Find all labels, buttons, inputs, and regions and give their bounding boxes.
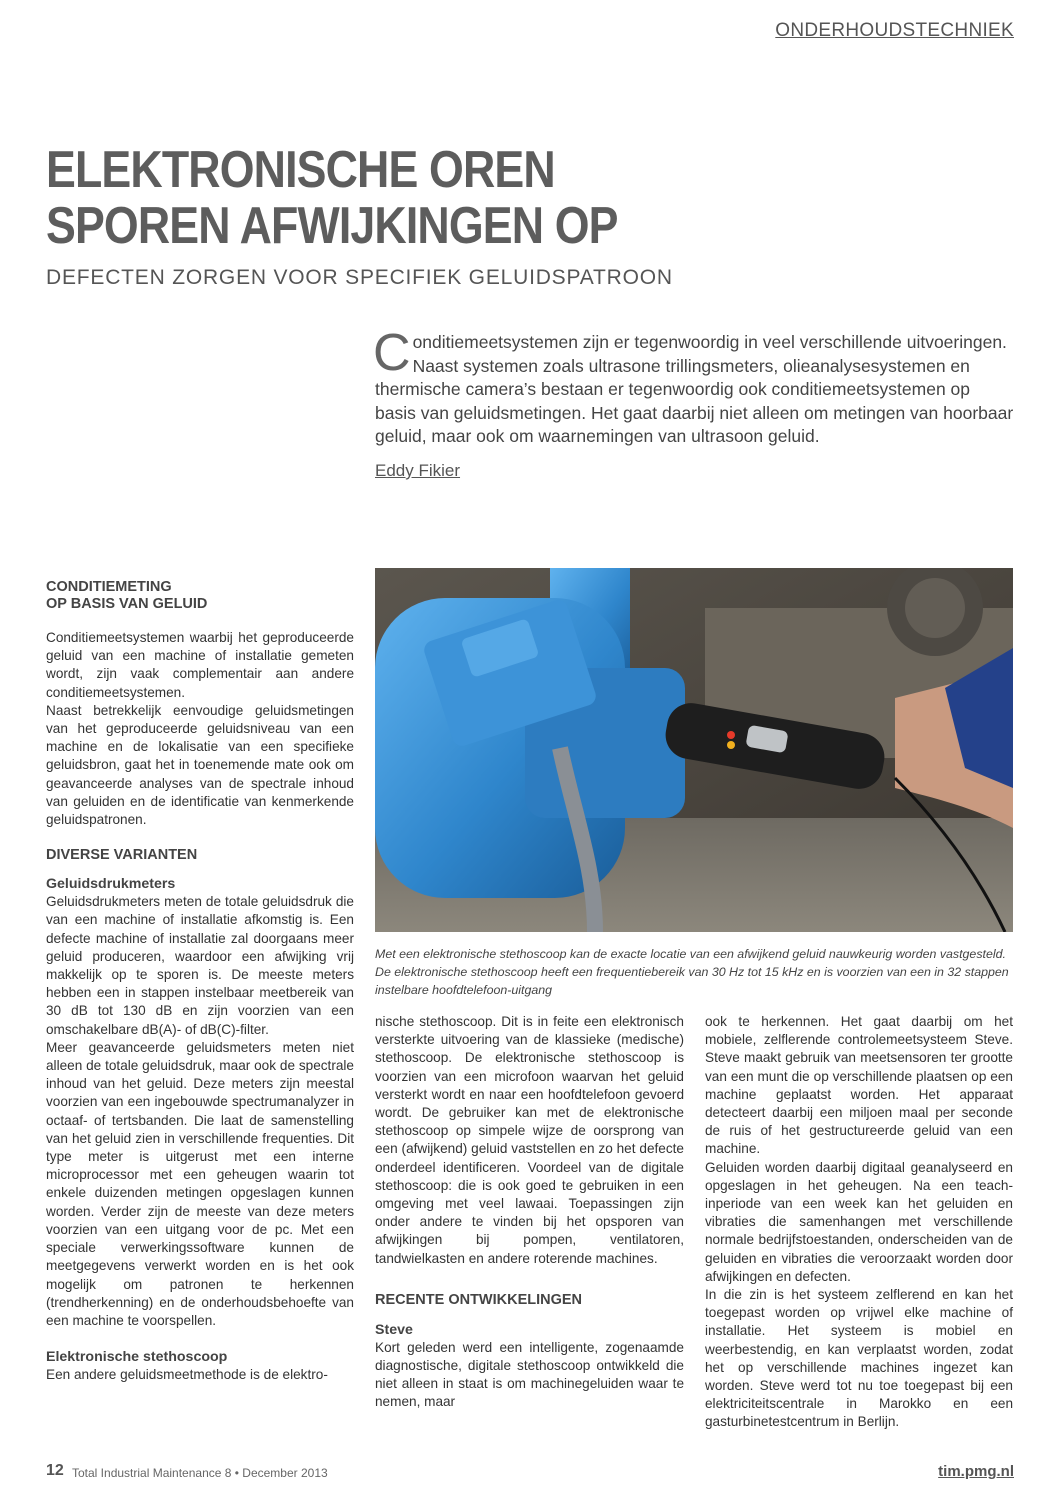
title-line-1: ELEKTRONISCHE OREN	[46, 141, 555, 199]
subheading-elektronische-stethoscoop: Elektronische stethoscoop	[46, 1349, 228, 1366]
col1-paragraph-1: Conditiemeetsystemen waarbij het geproduceerde geluid van een machine of installatie gemeten wordt, zijn vaak complementair aan andere conditiemeetsystemen.	[46, 630, 354, 700]
intro-text: onditiemeetsystemen zijn er tegenwoordig in veel verschillende uitvoeringen. Naast systemen zoals ultrasone trillingsmeters, olieanalysesystemen en thermische camera’s bestaan er tegenwoordig ook conditiemeetsystemen op basis van geluidsmetingen. Het gaat daarbij niet alleen om metingen van hoorbaar geluid, maar ook om waarnemingen van ultrasoon geluid.	[375, 332, 1014, 447]
col1-paragraph-2: Naast betrekkelijk eenvoudige geluidsmetingen van het geproduceerde geluidsniveau van een machine en de lokalisatie van een specifieke geluidsbron, gaat het in toenemende mate ook om geavanceerde analyses van de spectrale inhoud van geluiden en de identificatie van kenmerkende geluidspatronen.	[46, 702, 354, 828]
heading-diverse-varianten: DIVERSE VARIANTEN	[46, 847, 198, 864]
col3-paragraph-2: Geluiden worden daarbij digitaal geanalyseerd en opgeslagen in het geheugen. Na een teach-inperiode van een week kan het geluiden en vibraties die samenhangen met verschillende normale bedrijfstoestanden, onderscheiden van de geluiden en vibraties die veroorzaakt worden door afwijkingen en defecten.	[705, 1159, 1013, 1284]
col1-paragraph-4: Meer geavanceerde geluidsmeters meten niet alleen de totale geluidsdruk, maar ook de spectrale inhoud van het geluid. Deze meters zijn meestal voorzien van een ingebouwde spectrumanalyzer in octaaf- of tertsbanden. Die laat de samenstelling van het geluid zien in verschillende frequenties. Dit type meter is uitgerust met een interne microprocessor met een geheugen waarin tot enkele duizenden metingen opgeslagen kunnen worden. Verder zijn de meeste van deze meters voorzien van een uitgang voor de pc. Met een speciale verwerkingssoftware kunnen de meetgegevens verwerkt worden en is het ook mogelijk om patronen te herkennen (trendherkenning) en de onderhoudsbehoefte van een machine te voorspellen.	[46, 1039, 354, 1328]
column-3	[705, 1013, 1013, 1432]
col3-paragraph-3: In die zin is het systeem zelflerend en kan het toegepast worden op vrijwel elke machine of installatie. Het systeem is mobiel en weerbestendig, en kan verplaatst worden, zodat het op verschillende machines ingezet kan worden. Steve werd tot nu toe toegepast bij een elektriciteitscentrale in Marokko en een gasturbinetestcentrum in Berlijn.	[705, 1287, 1013, 1430]
column-2	[375, 1013, 684, 1412]
stethoscope-photo-illustration	[375, 568, 1013, 932]
col2-paragraph-1: nische stethoscoop. Dit is in feite een elektronisch versterkte uitvoering van de klassieke (medische) stethoscoop. De elektronische stethoscoop is voorzien van een microfoon waarvan het geluid versterkt wordt en naar een hoofdtelefoon gevoerd wordt. De gebruiker kan met de elektronische stethoscoop op simpele wijze de oorsprong van een (afwijkend) geluid vaststellen en zo het defecte onderdeel identificeren. Voordeel van de digitale stethoscoop: die is ook goed te gebruiken in een omgeving met veel lawaai. Toepassingen zijn onder andere te vinden bij het opsporen van afwijkingen bij pompen, ventilatoren, tandwielkasten en andere roterende machines.	[375, 1014, 684, 1266]
article-title	[46, 142, 820, 254]
heading-recente-ontwikkelingen: RECENTE ONTWIKKELINGEN	[375, 1291, 583, 1308]
title-line-2: SPOREN AFWIJKINGEN OP	[46, 197, 618, 255]
page-number: 12	[46, 1462, 64, 1479]
photo-caption: Met een elektronische stethoscoop kan de exacte locatie van een afwijkend geluid nauwkeurig worden vastgesteld. De elektronische stethoscoop heeft een frequentiebereik van 30 Hz tot 15 kHz en is voorzien van een in 32 stappen instelbare hoofdtelefoon-uitgang	[375, 947, 1009, 997]
heading-conditiemeting-line2: OP BASIS VAN GELUID	[46, 596, 208, 612]
article-photo	[375, 568, 1013, 932]
col2-paragraph-2: Kort geleden werd een intelligente, zogenaamde diagnostische, digitale stethoscoop ontwikkeld die niet alleen in staat is om machinegeluiden waar te nemen, maar	[375, 1339, 684, 1410]
magazine-issue: Total Industrial Maintenance 8 • December 2013	[72, 1466, 328, 1480]
col3-paragraph-1: ook te herkennen. Het gaat daarbij om het mobiele, zelflerende controlemeetsysteem Steve. Steve maakt gebruik van meetsensoren ter grootte van een munt die op verschillende plaatsen op een machine geplaatst worden. Het apparaat detecteert daarbij een miljoen maal per seconde de ruis of het gestructureerde geluid van een machine.	[705, 1014, 1013, 1157]
col1-paragraph-5: Een andere geluidsmeetmethode is de elektro-	[46, 1367, 328, 1383]
column-1	[46, 579, 354, 1384]
subheading-steve: Steve	[375, 1321, 413, 1338]
drop-cap: C	[373, 324, 411, 382]
section-label: ONDERHOUDSTECHNIEK	[775, 20, 1014, 41]
heading-conditiemeting: CONDITIEMETING	[46, 579, 172, 595]
col1-paragraph-3: Geluidsdrukmeters meten de totale geluidsdruk die van een machine of installatie afkomstig is. Een defecte machine of installatie zal doorgaans meer geluid produceren, waardoor een afwijking vrij makkelijk op te sporen is. De meeste meters hebben een in stappen instelbaar meetbereik van 30 dB tot 130 dB en zijn voorzien van een omschakelbare dB(A)- of dB(C)-filter.	[46, 894, 354, 1037]
intro-paragraph	[373, 324, 1015, 449]
subheading-geluidsdrukmeters: Geluidsdrukmeters	[46, 876, 176, 893]
website-link[interactable]: tim.pmg.nl	[938, 1463, 1014, 1480]
article-subtitle: DEFECTEN ZORGEN VOOR SPECIFIEK GELUIDSPATROON	[46, 266, 673, 289]
author-byline: Eddy Fikier	[375, 461, 461, 480]
